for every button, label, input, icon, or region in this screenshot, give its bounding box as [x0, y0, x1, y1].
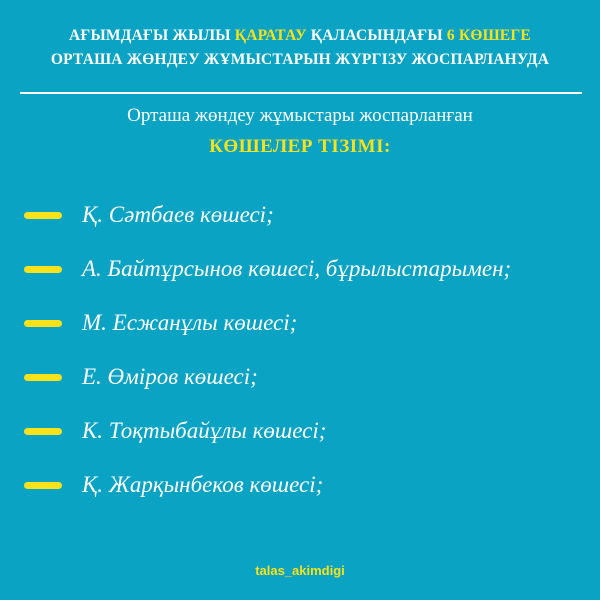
list-item — [24, 250, 594, 288]
bullet-dash-icon — [24, 374, 62, 381]
headline-line-1 — [0, 24, 600, 48]
subtitle: Орташа жөндеу жұмыстары жоспарланған — [127, 105, 473, 126]
street-name: Қ. Сәтбаев көшесі; — [82, 202, 274, 227]
bullet-dash-icon — [24, 482, 62, 489]
list-item — [24, 412, 594, 450]
bullet-dash-icon — [24, 320, 62, 327]
headline-count: 6 КӨШЕГЕ — [446, 27, 531, 44]
headline-text: АҒЫМДАҒЫ ЖЫЛЫ — [69, 27, 235, 44]
list-item — [24, 196, 594, 234]
list-item — [24, 304, 594, 342]
street-name: А. Байтұрсынов көшесі, бұрылыстарымен; — [82, 256, 512, 281]
bullet-dash-icon — [24, 266, 62, 273]
account-handle: talas_akimdigi — [255, 563, 345, 578]
headline — [0, 24, 600, 72]
headline-text: ҚАЛАСЫНДАҒЫ — [306, 27, 447, 44]
street-list — [24, 196, 594, 520]
street-name: Е. Өміров көшесі; — [82, 364, 258, 389]
headline-city: ҚАРАТАУ — [234, 27, 307, 44]
headline-line-2: ОРТАША ЖӨНДЕУ ЖҰМЫСТАРЫН ЖҮРГІЗУ ЖОСПАРЛАНУДА — [50, 51, 550, 68]
list-item — [24, 466, 594, 504]
bullet-dash-icon — [24, 428, 62, 435]
street-name: Қ. Жарқынбеков көшесі; — [82, 472, 324, 497]
street-name: К. Тоқтыбайұлы көшесі; — [82, 418, 327, 443]
list-item — [24, 358, 594, 396]
divider — [20, 92, 582, 94]
bullet-dash-icon — [24, 212, 62, 219]
list-title: КӨШЕЛЕР ТІЗІМІ: — [209, 136, 391, 157]
street-name: М. Есжанұлы көшесі; — [82, 310, 298, 335]
